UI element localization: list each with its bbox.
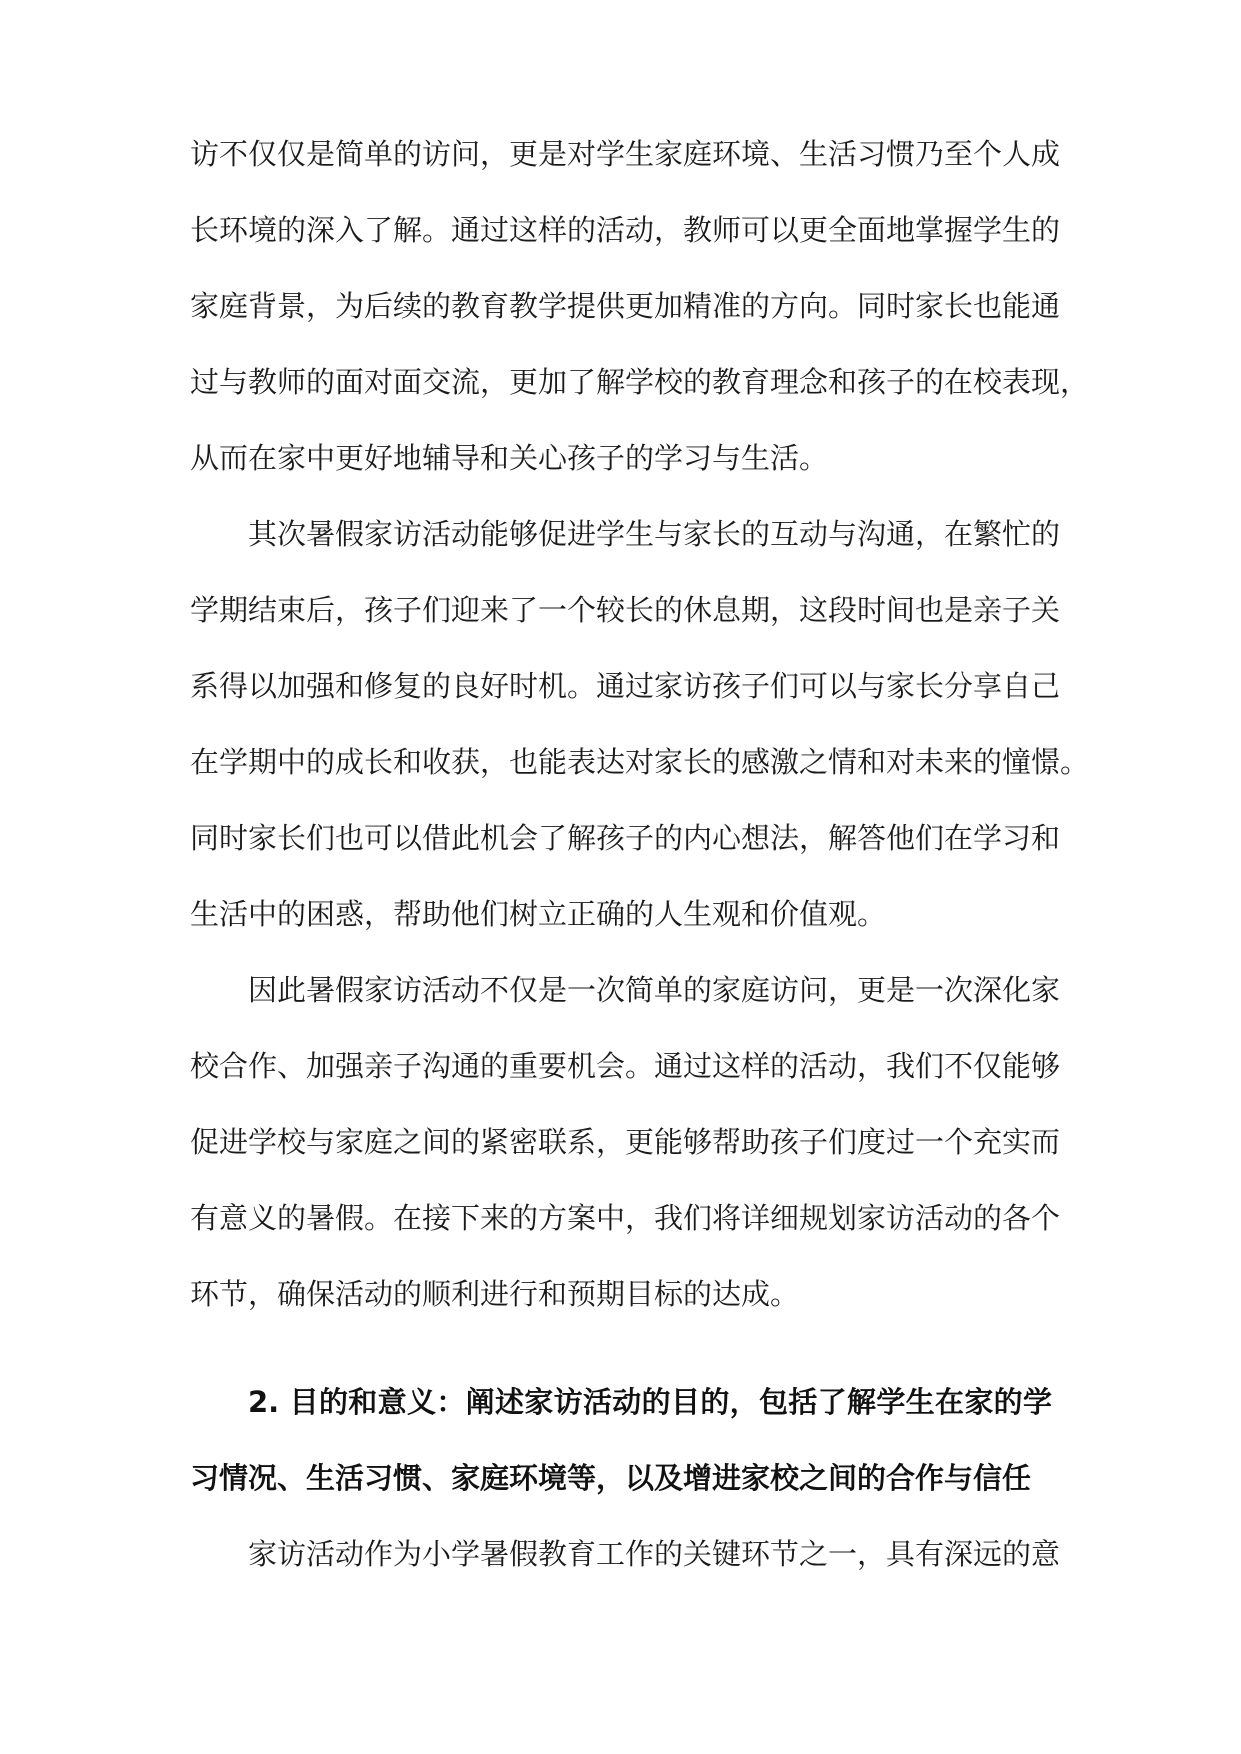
text-line: 在学期中的成长和收获，也能表达对家长的感激之情和对未来的憧憬。 — [190, 745, 1090, 779]
text-line: 生活中的困惑，帮助他们树立正确的人生观和价值观。 — [190, 897, 887, 931]
text-line: 访不仅仅是简单的访问，更是对学生家庭环境、生活习惯乃至个人成 — [190, 137, 1061, 171]
paragraph-p1 — [190, 116, 1090, 496]
text-line: 家访活动作为小学暑假教育工作的关键环节之一，具有深远的意 — [248, 1537, 1061, 1571]
text-line: 促进学校与家庭之间的紧密联系，更能够帮助孩子们度过一个充实而 — [190, 1125, 1061, 1159]
text-line: 有意义的暑假。在接下来的方案中，我们将详细规划家访活动的各个 — [190, 1201, 1061, 1235]
text-line: 从而在家中更好地辅导和关心孩子的学习与生活。 — [190, 441, 829, 475]
paragraph-p3 — [190, 952, 1061, 1332]
text-line: 学期结束后，孩子们迎来了一个较长的休息期，这段时间也是亲子关 — [190, 593, 1061, 627]
heading-line: 习情况、生活习惯、家庭环境等，以及增进家校之间的合作与信任 — [190, 1461, 1032, 1495]
section-heading — [190, 1364, 1052, 1516]
text-line: 其次暑假家访活动能够促进学生与家长的互动与沟通，在繁忙的 — [248, 517, 1061, 551]
paragraph-p2 — [190, 496, 1090, 952]
text-line: 系得以加强和修复的良好时机。通过家访孩子们可以与家长分享自己 — [190, 669, 1061, 703]
text-line: 校合作、加强亲子沟通的重要机会。通过这样的活动，我们不仅能够 — [190, 1049, 1061, 1083]
text-line: 过与教师的面对面交流，更加了解学校的教育理念和孩子的在校表现， — [190, 365, 1090, 399]
paragraph-closing — [190, 1516, 1061, 1592]
heading-line: 2. 目的和意义：阐述家访活动的目的，包括了解学生在家的学 — [248, 1385, 1052, 1419]
text-line: 环节，确保活动的顺利进行和预期目标的达成。 — [190, 1277, 800, 1311]
text-line: 长环境的深入了解。通过这样的活动，教师可以更全面地掌握学生的 — [190, 213, 1061, 247]
text-line: 同时家长们也可以借此机会了解孩子的内心想法，解答他们在学习和 — [190, 821, 1061, 855]
text-line: 因此暑假家访活动不仅是一次简单的家庭访问，更是一次深化家 — [248, 973, 1061, 1007]
text-line: 家庭背景，为后续的教育教学提供更加精准的方向。同时家长也能通 — [190, 289, 1061, 323]
